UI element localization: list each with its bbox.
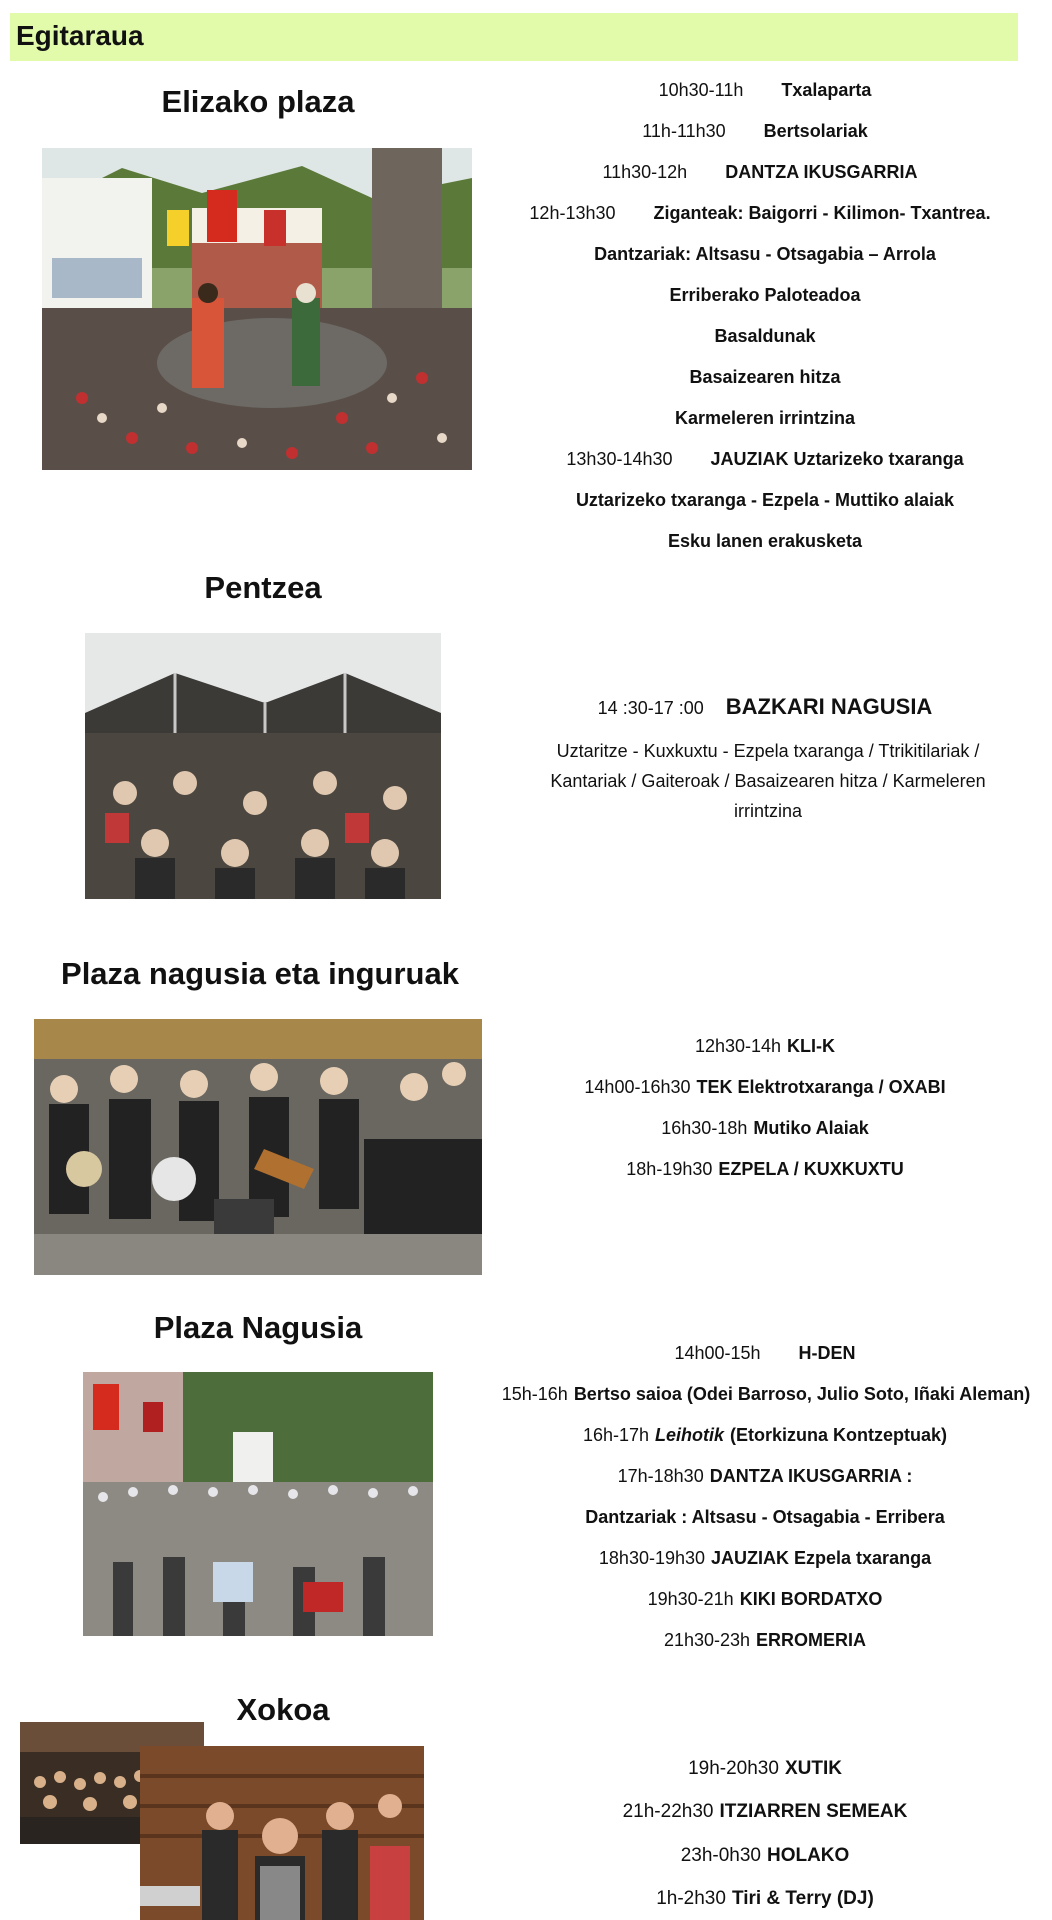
schedule-row <box>530 367 1000 388</box>
schedule-row <box>530 1077 1000 1098</box>
schedule-row <box>530 1343 1000 1364</box>
act: Esku lanen erakusketa <box>667 531 863 551</box>
act: XUTIK <box>784 1758 842 1779</box>
time: 18h30-19h30 <box>598 1548 706 1568</box>
elizako-plaza-photo <box>42 148 472 470</box>
act: KLI-K <box>787 1036 836 1056</box>
time: 11h30-12h <box>602 162 688 182</box>
schedule-row <box>530 1425 1000 1446</box>
time: 16h-17h <box>582 1425 650 1445</box>
act: Bertsolariak <box>763 121 868 141</box>
venue-title-pentzea: Pentzea <box>204 570 322 605</box>
time: 1h-2h30 <box>656 1888 726 1909</box>
schedule-row <box>530 1507 1000 1528</box>
time: 21h30-23h <box>663 1630 751 1650</box>
act: Mutiko Alaiak <box>753 1118 869 1138</box>
time: 12h-13h30 <box>529 203 616 223</box>
schedule-row <box>530 1159 1000 1180</box>
schedule-row <box>530 1548 1000 1569</box>
act: ERROMERIA <box>756 1630 867 1650</box>
act: JAUZIAK Uztarizeko txaranga <box>710 449 964 469</box>
schedule-row <box>525 203 995 224</box>
act: Uztarizeko txaranga - Ezpela - Muttiko alaiak <box>575 490 955 510</box>
time: 19h30-21h <box>647 1589 734 1609</box>
schedule-row <box>530 1888 1000 1910</box>
venue-title-plaza-nagusia: Plaza Nagusia <box>153 1310 363 1345</box>
schedule-row <box>520 121 990 142</box>
time: 16h30-18h <box>661 1118 748 1138</box>
schedule-row <box>496 1384 1036 1405</box>
schedule-row <box>530 1466 1000 1487</box>
act: Karmeleren irrintzina <box>674 408 856 428</box>
schedule-row <box>530 80 1000 101</box>
act: JAUZIAK Ezpela txaranga <box>711 1548 932 1568</box>
schedule-row <box>530 326 1000 347</box>
pentzea-schedule-row <box>530 694 1000 720</box>
xokoa-band-photo <box>140 1746 424 1920</box>
headline: BAZKARI NAGUSIA <box>725 694 933 719</box>
time: 14h00-16h30 <box>584 1077 691 1097</box>
time: 21h-22h30 <box>622 1801 714 1822</box>
act: Ziganteak: Baigorri - Kilimon- Txantrea. <box>653 203 991 223</box>
schedule-row <box>525 162 995 183</box>
act: Tiri & Terry (DJ) <box>731 1888 874 1909</box>
time: 19h-20h30 <box>688 1758 779 1779</box>
time: 11h-11h30 <box>642 121 726 141</box>
time: 18h-19h30 <box>626 1159 713 1179</box>
act: EZPELA / KUXKUXTU <box>718 1159 904 1179</box>
act: Basaizearen hitza <box>689 367 841 387</box>
act: Dantzariak: Altsasu - Otsagabia – Arrola <box>594 244 936 264</box>
page-title: Egitaraua <box>16 20 144 51</box>
schedule-row <box>530 1589 1000 1610</box>
schedule-row <box>530 1845 1000 1867</box>
venue-title-xokoa: Xokoa <box>236 1692 330 1727</box>
act: HOLAKO <box>766 1845 850 1866</box>
schedule-row <box>530 449 1000 470</box>
plaza-nagusia-eta-inguruak-photo <box>34 1019 482 1275</box>
pentzea-photo <box>85 633 441 899</box>
act: TEK Elektrotxaranga / OXABI <box>696 1077 946 1097</box>
time: 15h-16h <box>501 1384 568 1404</box>
act: (Etorkizuna Kontzeptuak) <box>730 1425 948 1445</box>
schedule-row <box>530 1801 1000 1823</box>
act: KIKI BORDATXO <box>739 1589 883 1609</box>
schedule-row <box>530 244 1000 265</box>
time: 13h30-14h30 <box>566 449 673 469</box>
time: 12h30-14h <box>694 1036 782 1056</box>
act: H-DEN <box>798 1343 856 1363</box>
time: 17h-18h30 <box>617 1466 704 1486</box>
schedule-row <box>530 408 1000 429</box>
schedule-row <box>530 1036 1000 1057</box>
venue-title-elizako-plaza: Elizako plaza <box>161 84 355 119</box>
act: Erriberako Paloteadoa <box>669 285 861 305</box>
act: Basaldunak <box>714 326 816 346</box>
act-italic: Leihotik <box>655 1425 725 1445</box>
schedule-row <box>530 1630 1000 1651</box>
schedule-row <box>530 1758 1000 1780</box>
venue-title-plaza-nagusia-eta-inguruak: Plaza nagusia eta inguruak <box>61 956 459 991</box>
act: Dantzariak : Altsasu - Otsagabia - Erribera <box>585 1507 945 1527</box>
act: Txalaparta <box>781 80 872 100</box>
act: DANTZA IKUSGARRIA <box>725 162 918 182</box>
schedule-row <box>530 285 1000 306</box>
pentzea-description: Uztaritze - Kuxkuxtu - Ezpela txaranga / Ttrikitilariak / Kantariak / Gaiteroak / Basaizearen hitza / Karmeleren irrintzina <box>550 741 986 821</box>
title-bar <box>10 13 1018 61</box>
schedule-row <box>530 531 1000 552</box>
time: 23h-0h30 <box>680 1845 761 1866</box>
act: DANTZA IKUSGARRIA : <box>709 1466 913 1486</box>
plaza-nagusia-photo <box>83 1372 433 1636</box>
act: ITZIARREN SEMEAK <box>719 1801 908 1822</box>
schedule-row <box>530 1118 1000 1139</box>
time: 14 :30-17 :00 <box>597 698 704 718</box>
time: 14h00-15h <box>674 1343 761 1363</box>
act: Bertso saioa (Odei Barroso, Julio Soto, Iñaki Aleman) <box>573 1384 1031 1404</box>
schedule-row <box>530 490 1000 511</box>
time: 10h30-11h <box>658 80 744 100</box>
